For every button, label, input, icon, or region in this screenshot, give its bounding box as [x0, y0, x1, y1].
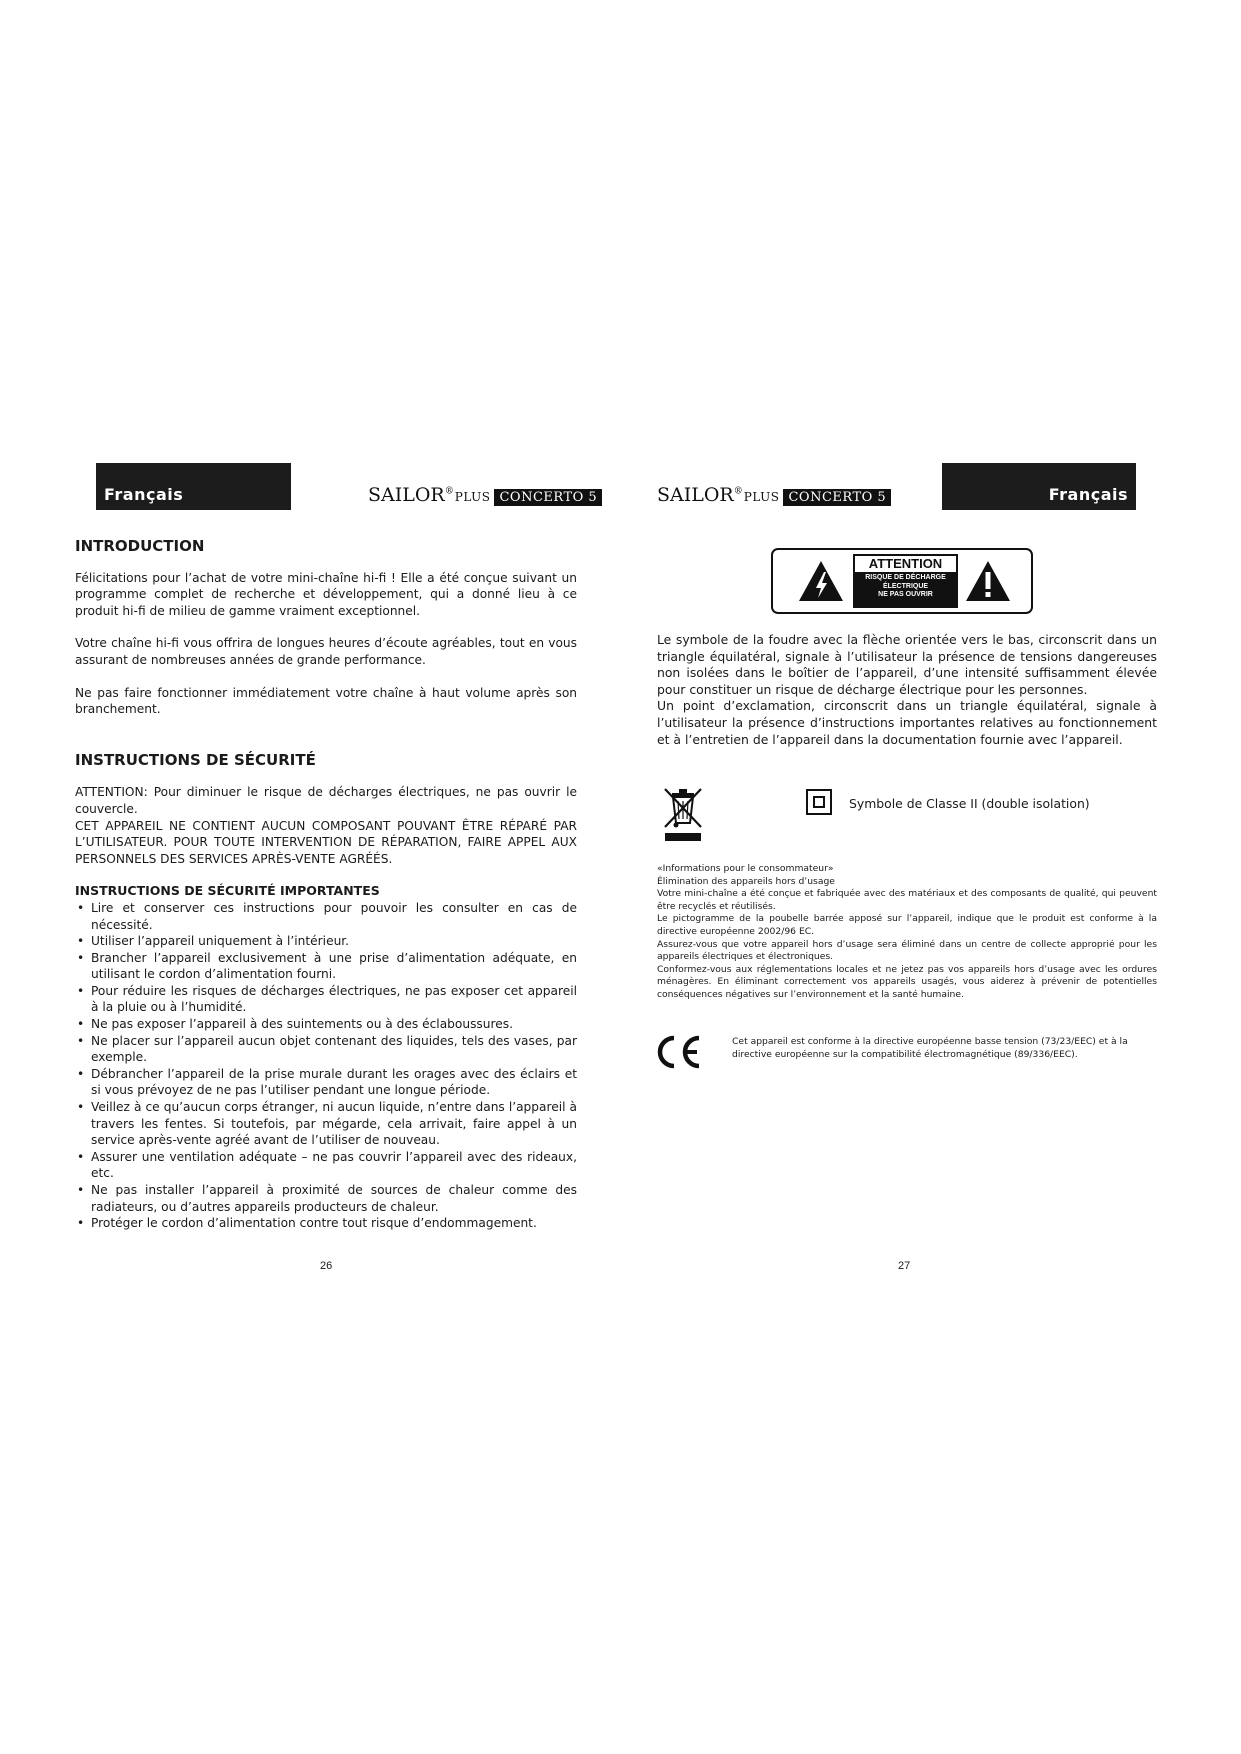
list-item: • Débrancher l’appareil de la prise murale durant les orages avec des éclairs et si vous prévoyez de ne pas l’utiliser pendant une longue période.	[75, 1066, 577, 1099]
list-item: • Brancher l’appareil exclusivement à une prise d’alimentation adéquate, en utilisant le cordon d’alimentation fourni.	[75, 950, 577, 983]
intro-paragraph: Ne pas faire fonctionner immédiatement votre chaîne à haut volume après son branchement.	[75, 685, 577, 717]
brand-header-left	[368, 484, 602, 506]
consumer-line: Assurez-vous que votre appareil hors d’usage sera éliminé dans un centre de collecte approprié pour les appareils électriques et électroniques.	[657, 938, 1157, 963]
safety-attention: ATTENTION: Pour diminuer le risque de décharges électriques, ne pas ouvrir le couvercle.	[75, 785, 577, 816]
ce-conformity-text: Cet appareil est conforme à la directive européenne basse tension (73/23/EEC) et à la directive européenne sur la compatibilité électromagnétique (89/336/EEC).	[732, 1036, 1128, 1060]
language-label-left: Français	[104, 485, 184, 504]
consumer-info	[657, 863, 1157, 1002]
consumer-line: Élimination des appareils hors d’usage	[657, 875, 835, 887]
brand-name: SAILOR	[368, 484, 445, 506]
intro-paragraph: Félicitations pour l’achat de votre mini-chaîne hi-fi ! Elle a été conçue suivant un programme complet de recherche et développement, qui a donné lieu à ce produit hi-fi de milieu de gamme vraiment exceptionnel.	[75, 570, 577, 618]
ce-mark-icon	[653, 1034, 703, 1070]
model-badge: CONCERTO 5	[783, 489, 891, 506]
warning-text-box	[853, 554, 958, 608]
language-tab-left	[96, 463, 291, 510]
symbol-explanation	[657, 632, 1157, 748]
class-ii-label: Symbole de Classe II (double isolation)	[849, 796, 1090, 811]
lightning-explanation: Le symbole de la foudre avec la flèche orientée vers le bas, circonscrit dans un triangle équilatéral, signale à l’utilisateur la présence de tensions dangereuses non isolées dans le boîtier de l’appareil, d’une intensité suffisamment élevée pour constituer un risque de décharge électrique pour les personnes.	[657, 632, 1157, 697]
consumer-line: Le pictogramme de la poubelle barrée apposé sur l’appareil, indique que le produit est conforme à la directive européenne 2002/96 EC.	[657, 913, 1157, 937]
brand-plus: PLUS	[743, 490, 780, 504]
safety-warning: CET APPAREIL NE CONTIENT AUCUN COMPOSANT POUVANT ÊTRE RÉPARÉ PAR L’UTILISATEUR. POUR TOUTE INTERVENTION DE RÉPARATION, FAIRE APPEL AUX PERSONNELS DES SERVICES APRÈS-VENTE AGRÉÉS.	[75, 818, 577, 866]
important-title: INSTRUCTIONS DE SÉCURITÉ IMPORTANTES	[75, 883, 380, 899]
exclamation-triangle-icon	[965, 560, 1011, 602]
lightning-triangle-icon	[798, 560, 844, 602]
consumer-line: Votre mini-chaîne a été conçue et fabriquée avec des matériaux et des composants de qualité, qui peuvent être recyclés et réutilisés.	[657, 888, 1157, 912]
list-item: • Ne pas exposer l’appareil à des suintements ou à des éclaboussures.	[75, 1016, 577, 1033]
brand-reg-mark: ®	[733, 486, 743, 497]
list-item: • Protéger le cordon d’alimentation contre tout risque d’endommagement.	[75, 1215, 577, 1232]
warning-line: RISQUE DE DÉCHARGE	[865, 574, 946, 581]
safety-bullet-list	[75, 900, 577, 1232]
language-label-right: Français	[1048, 485, 1128, 504]
list-item: • Utiliser l’appareil uniquement à l’intérieur.	[75, 933, 577, 950]
brand-reg-mark: ®	[444, 486, 454, 497]
list-item: • Veillez à ce qu’aucun corps étranger, ni aucun liquide, n’entre dans l’appareil à travers les fentes. Si toutefois, par mégarde, cela arrivait, faire appel à un service après-vente agréé avant de l’utiliser de nouveau.	[75, 1099, 577, 1149]
warning-line: ÉLECTRIQUE	[882, 582, 929, 590]
shock-warning-label	[771, 548, 1033, 614]
warning-line: NE PAS OUVRIR	[878, 591, 933, 598]
list-item: • Ne placer sur l’appareil aucun objet contenant des liquides, tels des vases, par exemple.	[75, 1033, 577, 1066]
exclamation-explanation: Un point d’exclamation, circonscrit dans un triangle équilatéral, signale à l’utilisateur la présence d’instructions importantes relatives au fonctionnement et à l’entretien de l’appareil dans la documentation fournie avec l’appareil.	[657, 698, 1157, 747]
crossed-bin-icon	[661, 785, 705, 845]
intro-title: INTRODUCTION	[75, 537, 205, 555]
left-page-content	[75, 538, 577, 1232]
warning-title: ATTENTION	[855, 556, 956, 572]
warning-subtext	[855, 572, 956, 606]
consumer-line: Conformez-vous aux réglementations locales et ne jetez pas vos appareils hors d’usage avec les ordures ménagères. En éliminant correctement vos appareils usagés, vous aiderez à prévenir de potentielles conséquences négatives sur l’environnement et la santé humaine.	[657, 963, 1157, 1000]
page-number-right: 27	[898, 1260, 911, 1272]
consumer-line: «Informations pour le consommateur»	[657, 863, 834, 874]
language-tab-right	[942, 463, 1136, 510]
list-item: • Assurer une ventilation adéquate – ne pas couvrir l’appareil avec des rideaux, etc.	[75, 1149, 577, 1182]
list-item: • Ne pas installer l’appareil à proximité de sources de chaleur comme des radiateurs, ou d’autres appareils producteurs de chaleur.	[75, 1182, 577, 1215]
brand-name: SAILOR	[657, 484, 734, 506]
list-item: • Lire et conserver ces instructions pour pouvoir les consulter en cas de nécessité.	[75, 900, 577, 933]
intro-paragraph: Votre chaîne hi-fi vous offrira de longues heures d’écoute agréables, tout en vous assurant de nombreuses années de grande performance.	[75, 636, 577, 667]
brand-header-right	[657, 484, 891, 506]
class-ii-icon	[806, 789, 832, 815]
brand-plus: PLUS	[454, 490, 491, 504]
page-number-left: 26	[320, 1260, 333, 1272]
model-badge: CONCERTO 5	[494, 489, 602, 506]
list-item: • Pour réduire les risques de décharges électriques, ne pas exposer cet appareil à la pluie ou à l’humidité.	[75, 983, 577, 1016]
safety-title: INSTRUCTIONS DE SÉCURITÉ	[75, 750, 316, 769]
